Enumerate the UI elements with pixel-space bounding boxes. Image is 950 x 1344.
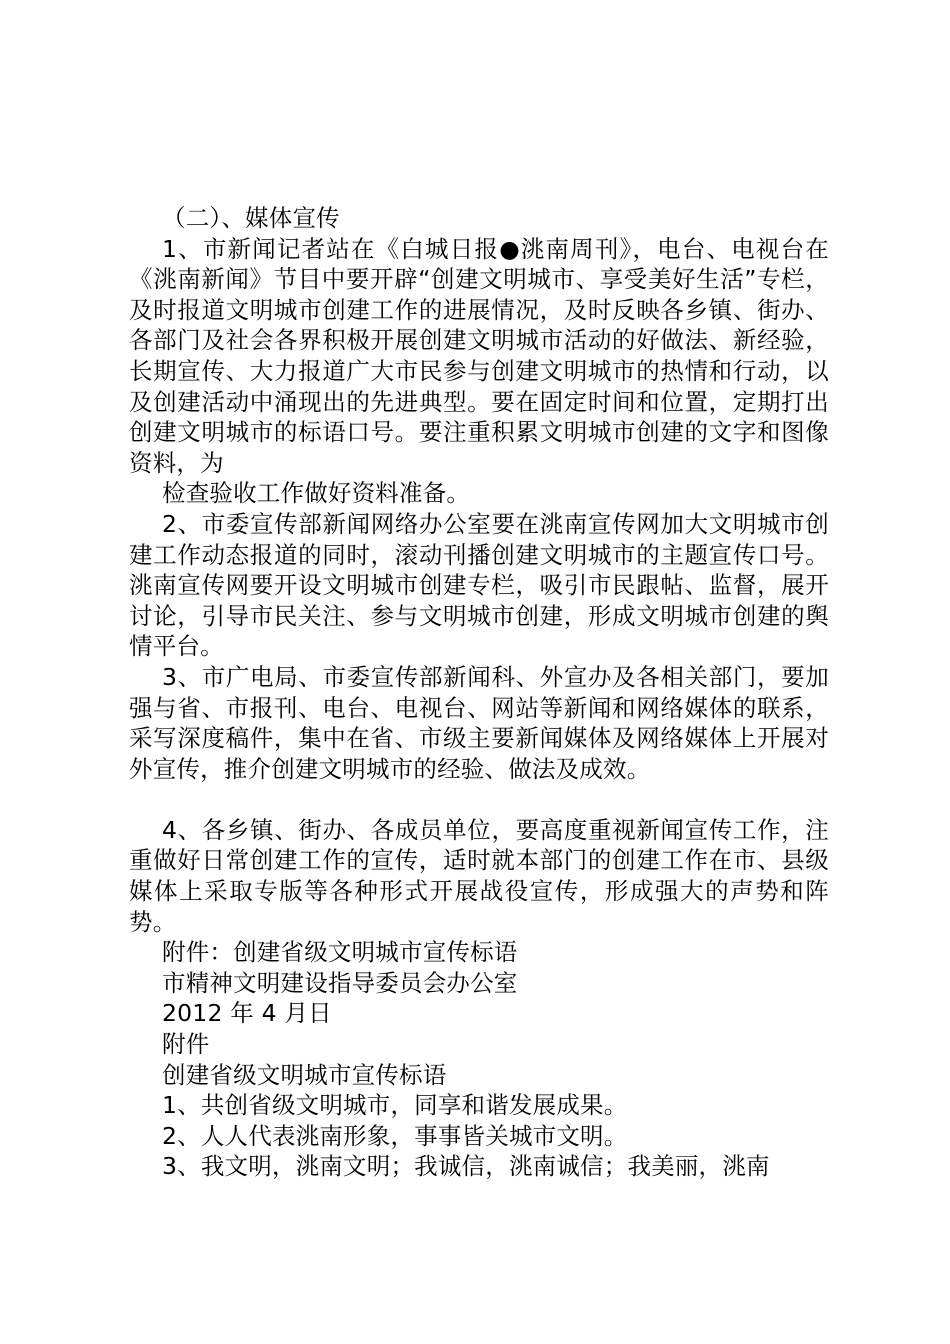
blank-line xyxy=(129,784,829,815)
paragraph-2: 2、市委宣传部新闻网络办公室要在洮南宣传网加大文明城市创建工作动态报道的同时，滚动刊播创建文明城市的主题宣传口号。洮南宣传网要开设文明城市创建专栏，吸引市民跟帖、监督，展开讨论，引导市民关注、参与文明城市创建，形成文明城市创建的舆情平台。 xyxy=(129,509,829,661)
issue-date: 2012 年 4 月日 xyxy=(162,999,332,1028)
paragraph-3: 3、市广电局、市委宣传部新闻科、外宣办及各相关部门，要加强与省、市报刊、电台、电视台、网站等新闻和网络媒体的联系，采写深度稿件，集中在省、市级主要新闻媒体及网络媒体上开展对外宣传，推介创建文明城市的经验、做法及成效。 xyxy=(129,662,829,783)
paragraph-1: 1、市新闻记者站在《白城日报●洮南周刊》，电台、电视台在《洮南新闻》节目中要开辟“创建文明城市、享受美好生活”专栏，及时报道文明城市创建工作的进展情况，及时反映各乡镇、街办、各部门及社会各界积极开展创建文明城市活动的好做法、新经验，长期宣传、大力报道广大市民参与创建文明城市的热情和行动，以及创建活动中涌现出的先进典型。要在固定时间和位置，定期打出创建文明城市的标语口号。要注重积累文明城市创建的文字和图像资料，为 xyxy=(129,234,829,477)
attachment-note: 附件：创建省级文明城市宣传标语 xyxy=(162,938,518,967)
appendix-title: 创建省级文明城市宣传标语 xyxy=(162,1060,447,1089)
slogan-item: 3、我文明，洮南文明；我诚信，洮南诚信；我美丽，洮南 xyxy=(162,1152,770,1181)
section-heading: （二）、媒体宣传 xyxy=(162,204,340,232)
slogan-item: 2、人人代表洮南形象，事事皆关城市文明。 xyxy=(162,1121,628,1150)
slogan-item: 1、共创省级文明城市，同享和谐发展成果。 xyxy=(162,1091,628,1120)
issuer-name: 市精神文明建设指导委员会办公室 xyxy=(162,968,518,997)
paragraph-4: 4、各乡镇、街办、各成员单位，要高度重视新闻宣传工作，注重做好日常创建工作的宣传，适时就本部门的创建工作在市、县级媒体上采取专版等各种形式开展战役宣传，形成强大的声势和阵势。 xyxy=(129,815,829,936)
appendix-label: 附件 xyxy=(162,1030,210,1059)
document-body xyxy=(129,203,829,1182)
paragraph-1-continuation: 检查验收工作做好资料准备。 xyxy=(162,479,471,508)
